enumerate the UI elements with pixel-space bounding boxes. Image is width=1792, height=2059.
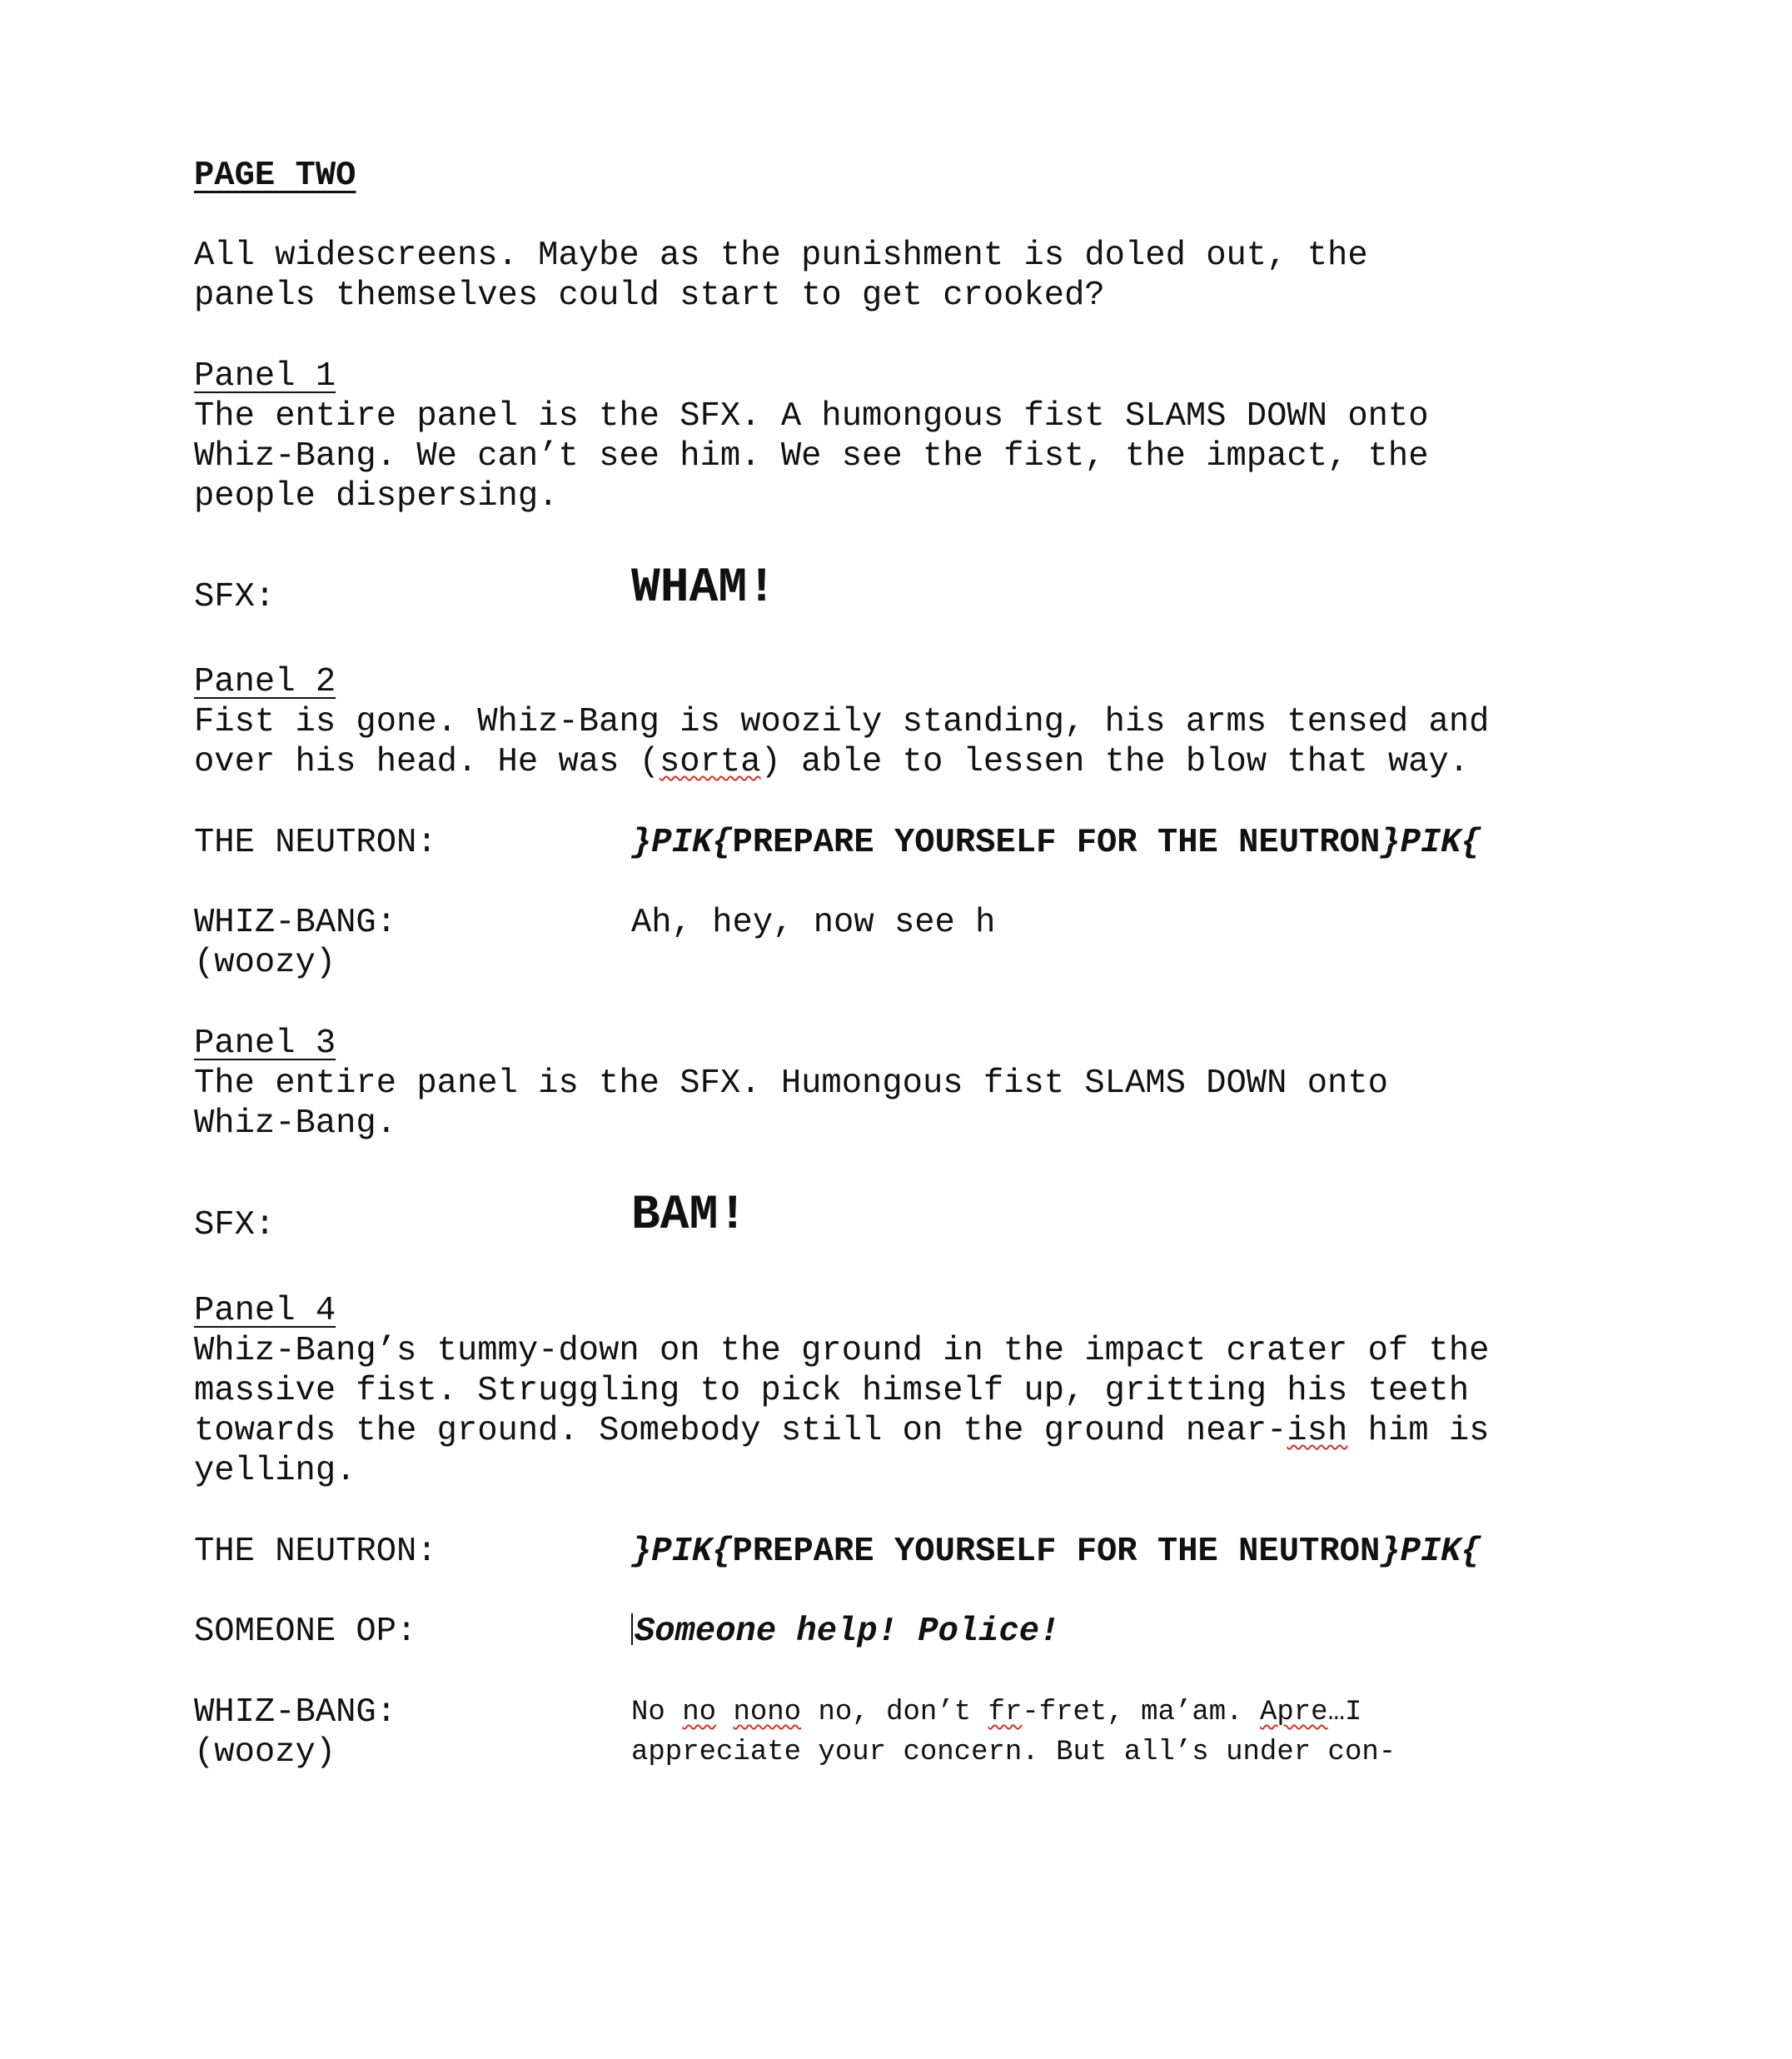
panel-2-label: Panel 2 bbox=[194, 663, 336, 701]
panel-2-neutron-speaker: THE NEUTRON: bbox=[194, 824, 437, 862]
spelling-flag-sorta: sorta bbox=[660, 743, 761, 781]
someone-shout: Someone help! Police! bbox=[635, 1613, 1060, 1651]
panel-2-neutron-dialogue bbox=[631, 823, 1481, 863]
pik-sfx-open: }PIK{ bbox=[631, 824, 733, 862]
panel-4-description-line-4: yelling. bbox=[194, 1452, 356, 1490]
panel-2-description-line-2-a: over his head. He was ( bbox=[194, 743, 660, 781]
panel-1-sfx-speaker: SFX: bbox=[194, 578, 276, 616]
panel-4-description-line-3-a: towards the ground. Somebody still on the ground near- bbox=[194, 1412, 1287, 1450]
spelling-flag-no: no bbox=[682, 1697, 717, 1728]
panel-3-sfx-text: BAM! bbox=[631, 1189, 748, 1243]
panel-4-someone-dialogue[interactable] bbox=[631, 1612, 1059, 1652]
panel-4-whiz-dialogue-line-2: appreciate your concern. But all’s under con- bbox=[631, 1737, 1396, 1768]
panel-4-neutron-speaker: THE NEUTRON: bbox=[194, 1533, 437, 1571]
spelling-flag-ish: ish bbox=[1287, 1412, 1348, 1450]
panel-1-description-line-1: The entire panel is the SFX. A humongous fist SLAMS DOWN onto bbox=[194, 397, 1429, 436]
intro-line-1: All widescreens. Maybe as the punishment is doled out, the bbox=[194, 237, 1368, 275]
panel-1-description-line-3: people dispersing. bbox=[194, 477, 559, 516]
whiz-text-segment bbox=[716, 1697, 733, 1728]
pik-sfx-open: }PIK{ bbox=[631, 1533, 733, 1571]
panel-4-whiz-speaker: WHIZ-BANG: bbox=[194, 1693, 397, 1732]
panel-4-whiz-parenthetical: (woozy) bbox=[194, 1733, 336, 1772]
panel-1-sfx-text: WHAM! bbox=[631, 561, 777, 616]
pik-sfx-close: }PIK{ bbox=[1380, 1533, 1481, 1571]
neutron-shout: PREPARE YOURSELF FOR THE NEUTRON bbox=[732, 824, 1381, 862]
panel-4-neutron-dialogue bbox=[631, 1532, 1481, 1572]
panel-4-someone-speaker: SOMEONE OP: bbox=[194, 1613, 417, 1651]
panel-2-description-line-1: Fist is gone. Whiz-Bang is woozily standing, his arms tensed and bbox=[194, 703, 1490, 741]
panel-4-description-line-1: Whiz-Bang’s tummy-down on the ground in the impact crater of the bbox=[194, 1332, 1490, 1370]
panel-2-description-line-2-b: ) able to lessen the blow that way. bbox=[760, 743, 1470, 781]
panel-1-label: Panel 1 bbox=[194, 357, 336, 396]
spelling-flag-apre: Apre bbox=[1259, 1697, 1328, 1728]
page-heading: PAGE TWO bbox=[194, 157, 356, 195]
panel-2-description-line-2 bbox=[194, 742, 1469, 782]
panel-3-description-line-1: The entire panel is the SFX. Humongous fist SLAMS DOWN onto bbox=[194, 1064, 1388, 1103]
whiz-text-segment: No bbox=[631, 1697, 683, 1728]
intro-line-2: panels themselves could start to get crooked? bbox=[194, 277, 1105, 315]
panel-3-label: Panel 3 bbox=[194, 1025, 336, 1063]
whiz-text-segment: …I bbox=[1327, 1697, 1362, 1728]
pik-sfx-close: }PIK{ bbox=[1380, 824, 1481, 862]
neutron-shout: PREPARE YOURSELF FOR THE NEUTRON bbox=[732, 1533, 1381, 1571]
text-cursor bbox=[631, 1613, 633, 1645]
spelling-flag-nono: nono bbox=[733, 1697, 802, 1728]
panel-4-description-line-3 bbox=[194, 1411, 1489, 1451]
panel-1-description-line-2: Whiz-Bang. We can’t see him. We see the fist, the impact, the bbox=[194, 437, 1429, 476]
panel-4-description-line-3-b: him is bbox=[1347, 1412, 1490, 1450]
panel-4-whiz-dialogue-line-1 bbox=[631, 1693, 1361, 1732]
panel-4-label: Panel 4 bbox=[194, 1292, 336, 1330]
whiz-text-segment: no, don’t bbox=[801, 1697, 988, 1728]
panel-4-description-line-2: massive fist. Struggling to pick himself up, gritting his teeth bbox=[194, 1372, 1470, 1410]
whiz-text-segment: -fret, ma’am. bbox=[1022, 1697, 1260, 1728]
panel-2-whiz-dialogue: Ah, hey, now see h bbox=[631, 904, 996, 942]
panel-3-sfx-speaker: SFX: bbox=[194, 1206, 276, 1244]
spelling-flag-fr: fr bbox=[988, 1697, 1023, 1728]
panel-3-description-line-2: Whiz-Bang. bbox=[194, 1104, 397, 1143]
panel-2-whiz-speaker: WHIZ-BANG: bbox=[194, 904, 397, 942]
panel-2-whiz-parenthetical: (woozy) bbox=[194, 944, 336, 982]
